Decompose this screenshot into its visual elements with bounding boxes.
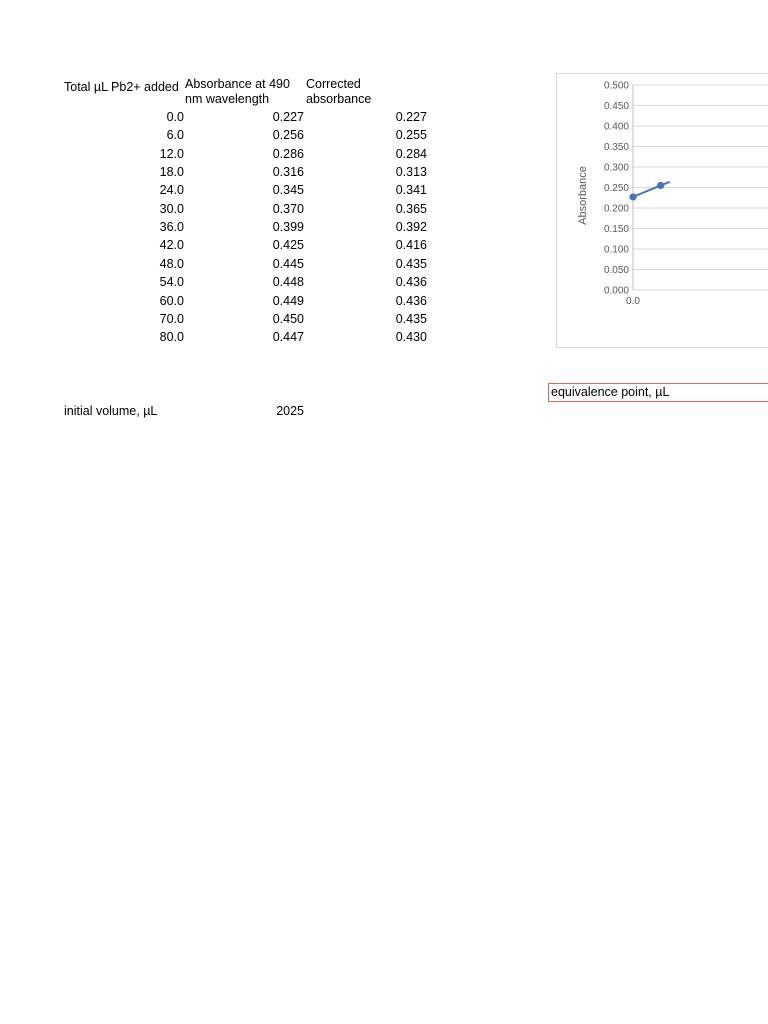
chart-plot [557, 74, 768, 349]
cell-absorbance[interactable]: 0.425 [272, 238, 304, 253]
cell-corrected[interactable]: 0.341 [395, 183, 427, 198]
y-tick-label: 0.350 [603, 142, 629, 153]
cell-corrected[interactable]: 0.365 [395, 201, 427, 216]
header-total-volume: Total µL Pb2+ added [64, 80, 179, 94]
header-corrected-line2: absorbance [306, 91, 372, 106]
cell-corrected[interactable]: 0.313 [395, 165, 427, 180]
cell-corrected[interactable]: 0.392 [395, 220, 427, 235]
equivalence-point-label[interactable]: equivalence point, µL [548, 383, 768, 402]
header-corrected [306, 77, 371, 106]
x-tick-label: 0.0 [626, 296, 640, 307]
y-tick-label: 0.000 [603, 285, 629, 297]
cell-volume[interactable]: 18.0 [159, 165, 184, 180]
cell-volume[interactable]: 6.0 [166, 128, 184, 143]
header-absorbance-line2: nm wavelength [185, 91, 270, 106]
cell-volume[interactable]: 80.0 [159, 330, 184, 345]
cell-volume[interactable]: 42.0 [159, 238, 184, 253]
cell-corrected[interactable]: 0.416 [395, 238, 427, 253]
cell-volume[interactable]: 48.0 [159, 256, 184, 271]
cell-volume[interactable]: 70.0 [159, 311, 184, 326]
cell-volume[interactable]: 30.0 [159, 201, 184, 216]
cell-absorbance[interactable]: 0.399 [272, 220, 304, 235]
cell-absorbance[interactable]: 0.445 [272, 256, 304, 271]
absorbance-chart[interactable] [556, 73, 768, 348]
cell-corrected[interactable]: 0.255 [395, 128, 427, 143]
cell-volume[interactable]: 12.0 [159, 146, 184, 161]
initial-volume-label: initial volume, µL [64, 404, 158, 418]
cell-corrected[interactable]: 0.435 [395, 311, 427, 326]
cell-corrected[interactable]: 0.430 [395, 330, 427, 345]
cell-absorbance[interactable]: 0.256 [272, 128, 304, 143]
y-tick-label: 0.100 [603, 244, 629, 256]
cell-corrected[interactable]: 0.227 [395, 110, 427, 124]
cell-absorbance[interactable]: 0.449 [272, 293, 304, 308]
initial-volume-value[interactable]: 2025 [276, 404, 304, 418]
y-axis-title: Absorbance [577, 166, 589, 225]
cell-absorbance[interactable]: 0.227 [272, 110, 304, 124]
data-point [657, 182, 664, 189]
y-tick-label: 0.500 [603, 80, 629, 92]
cell-absorbance[interactable]: 0.286 [272, 146, 304, 161]
header-absorbance-line1: Absorbance at 490 [185, 77, 290, 91]
y-tick-label: 0.050 [603, 265, 629, 276]
data-point [629, 193, 636, 200]
cell-volume[interactable]: 54.0 [159, 275, 184, 290]
y-tick-label: 0.450 [603, 101, 629, 112]
header-corrected-line1: Corrected [306, 77, 361, 91]
y-tick-label: 0.300 [603, 162, 629, 174]
series-line [633, 182, 670, 197]
cell-volume[interactable]: 36.0 [159, 220, 184, 235]
cell-volume[interactable]: 0.0 [166, 110, 184, 124]
cell-absorbance[interactable]: 0.450 [272, 311, 304, 326]
cell-corrected[interactable]: 0.284 [395, 146, 427, 161]
cell-volume[interactable]: 60.0 [159, 293, 184, 308]
y-tick-label: 0.150 [603, 224, 629, 235]
cell-corrected[interactable]: 0.436 [395, 275, 427, 290]
cell-absorbance[interactable]: 0.370 [272, 201, 304, 216]
cell-corrected[interactable]: 0.436 [395, 293, 427, 308]
cell-absorbance[interactable]: 0.447 [272, 330, 304, 345]
cell-absorbance[interactable]: 0.316 [272, 165, 304, 180]
y-tick-label: 0.400 [603, 121, 629, 133]
cell-corrected[interactable]: 0.435 [395, 256, 427, 271]
cell-absorbance[interactable]: 0.345 [272, 183, 304, 198]
cell-absorbance[interactable]: 0.448 [272, 275, 304, 290]
header-absorbance [185, 77, 290, 106]
y-tick-label: 0.250 [603, 183, 629, 194]
y-tick-label: 0.200 [603, 203, 629, 215]
cell-volume[interactable]: 24.0 [159, 183, 184, 198]
